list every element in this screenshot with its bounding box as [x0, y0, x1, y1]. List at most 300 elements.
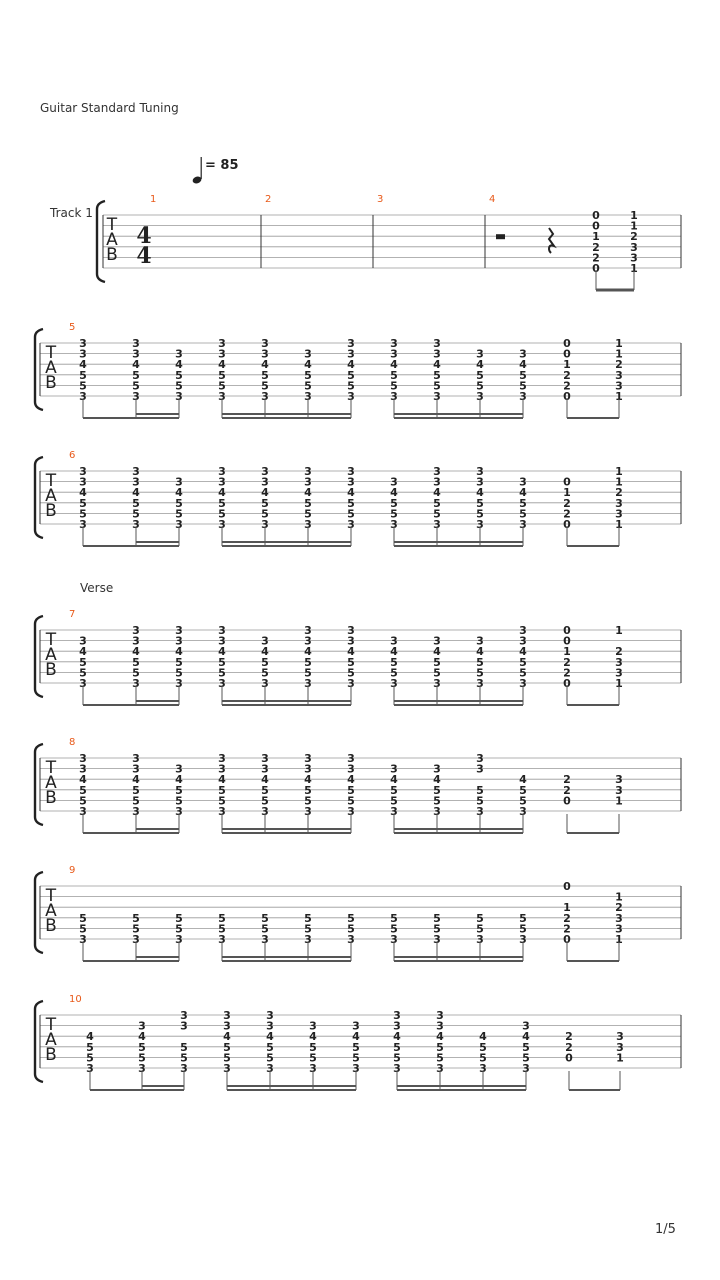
- fret-number: 5: [261, 922, 269, 936]
- fret-number: 4: [132, 358, 140, 372]
- measure-number: 1: [150, 194, 157, 205]
- fret-number: 5: [436, 1040, 444, 1054]
- fret-number: 3: [132, 805, 140, 818]
- fret-number: 3: [476, 634, 484, 648]
- fret-number: 3: [522, 1062, 530, 1075]
- fret-number: 0: [563, 880, 571, 893]
- fret-number: 3: [615, 368, 623, 382]
- fret-number: 5: [266, 1051, 274, 1065]
- fret-number: 1: [615, 933, 623, 946]
- fret-number: 3: [476, 518, 484, 531]
- fret-number: 3: [180, 1062, 188, 1075]
- fret-number: 3: [218, 752, 226, 765]
- fret-number: 3: [433, 347, 441, 361]
- fret-number: 5: [175, 507, 183, 521]
- fret-number: 5: [390, 368, 398, 382]
- tab-clef-letter: B: [45, 916, 57, 936]
- fret-number: 3: [261, 805, 269, 818]
- fret-number: 3: [347, 762, 355, 776]
- measure-number: 10: [69, 994, 82, 1005]
- fret-number: 5: [175, 922, 183, 936]
- fret-number: 3: [433, 475, 441, 489]
- measure-number: 3: [377, 194, 384, 205]
- fret-number: 4: [79, 486, 87, 500]
- fret-number: 3: [261, 677, 269, 690]
- fret-number: 5: [519, 911, 527, 925]
- fret-number: 5: [352, 1040, 360, 1054]
- fret-number: 5: [476, 379, 484, 393]
- fret-number: 4: [261, 486, 269, 500]
- fret-number: 2: [615, 486, 623, 500]
- fret-number: 5: [266, 1040, 274, 1054]
- fret-number: 5: [479, 1051, 487, 1065]
- fret-number: 5: [433, 496, 441, 510]
- tab-clef-letter: A: [45, 358, 57, 378]
- fret-number: 3: [615, 922, 623, 936]
- half-rest-icon: [496, 234, 505, 239]
- fret-number: 3: [304, 933, 312, 946]
- fret-number: 5: [132, 666, 140, 680]
- system-bracket: [97, 201, 105, 282]
- fret-number: 5: [347, 794, 355, 808]
- fret-number: 4: [223, 1030, 231, 1044]
- fret-number: 4: [476, 486, 484, 500]
- fret-number: 5: [347, 666, 355, 680]
- tab-clef-letter: T: [45, 758, 57, 778]
- fret-number: 5: [347, 507, 355, 521]
- fret-number: 5: [476, 507, 484, 521]
- fret-number: 1: [615, 518, 623, 531]
- fret-number: 3: [615, 507, 623, 521]
- tab-clef-letter: T: [45, 471, 57, 491]
- fret-number: 3: [180, 1009, 188, 1022]
- fret-number: 2: [630, 230, 638, 244]
- fret-number: 1: [563, 901, 571, 915]
- fret-number: 5: [261, 368, 269, 382]
- fret-number: 3: [132, 933, 140, 946]
- fret-number: 3: [347, 624, 355, 637]
- fret-number: 5: [138, 1051, 146, 1065]
- fret-number: 2: [565, 1030, 573, 1044]
- fret-number: 2: [563, 507, 571, 521]
- system-bracket: [35, 744, 43, 825]
- fret-number: 5: [132, 379, 140, 393]
- fret-number: 5: [132, 496, 140, 510]
- fret-number: 4: [476, 358, 484, 372]
- fret-number: 3: [390, 347, 398, 361]
- fret-number: 3: [615, 783, 623, 797]
- fret-number: 3: [261, 634, 269, 648]
- fret-number: 0: [563, 677, 571, 690]
- fret-number: 5: [218, 496, 226, 510]
- fret-number: 3: [138, 1062, 146, 1075]
- tab-clef-letter: B: [45, 501, 57, 521]
- tab-clef-letter: A: [45, 773, 57, 793]
- fret-number: 5: [393, 1051, 401, 1065]
- tab-clef-letter: A: [45, 901, 57, 921]
- tab-clef-letter: A: [45, 1030, 57, 1050]
- fret-number: 3: [79, 805, 87, 818]
- system-bracket: [35, 1001, 43, 1082]
- fret-number: 5: [390, 496, 398, 510]
- fret-number: 1: [615, 624, 623, 637]
- fret-number: 5: [223, 1040, 231, 1054]
- measure-number: 7: [69, 609, 76, 620]
- fret-number: 1: [615, 677, 623, 690]
- fret-number: 5: [79, 922, 87, 936]
- fret-number: 3: [175, 677, 183, 690]
- fret-number: 5: [393, 1040, 401, 1054]
- fret-number: 5: [390, 507, 398, 521]
- fret-number: 1: [615, 465, 623, 478]
- fret-number: 5: [519, 922, 527, 936]
- fret-number: 5: [261, 496, 269, 510]
- fret-number: 2: [563, 666, 571, 680]
- fret-number: 3: [519, 390, 527, 403]
- fret-number: 3: [347, 677, 355, 690]
- fret-number: 3: [615, 496, 623, 510]
- fret-number: 3: [79, 762, 87, 776]
- fret-number: 3: [436, 1062, 444, 1075]
- fret-number: 4: [433, 773, 441, 787]
- fret-number: 5: [304, 922, 312, 936]
- fret-number: 3: [218, 624, 226, 637]
- fret-number: 5: [304, 507, 312, 521]
- fret-number: 3: [175, 624, 183, 637]
- fret-number: 3: [479, 1062, 487, 1075]
- fret-number: 4: [519, 486, 527, 500]
- fret-number: 0: [565, 1051, 573, 1065]
- fret-number: 5: [390, 666, 398, 680]
- fret-number: 1: [563, 645, 571, 659]
- fret-number: 1: [630, 262, 638, 275]
- fret-number: 3: [476, 475, 484, 489]
- fret-number: 3: [390, 762, 398, 776]
- fret-number: 0: [563, 518, 571, 531]
- page-number: 1/5: [655, 1222, 676, 1237]
- fret-number: 5: [433, 783, 441, 797]
- fret-number: 3: [519, 677, 527, 690]
- fret-number: 5: [347, 368, 355, 382]
- fret-number: 5: [218, 368, 226, 382]
- fret-number: 3: [390, 933, 398, 946]
- fret-number: 3: [175, 390, 183, 403]
- fret-number: 1: [630, 209, 638, 222]
- fret-number: 3: [476, 677, 484, 690]
- fret-number: 3: [476, 390, 484, 403]
- fret-number: 4: [79, 773, 87, 787]
- fret-number: 5: [218, 666, 226, 680]
- fret-number: 3: [261, 933, 269, 946]
- fret-number: 4: [347, 773, 355, 787]
- fret-number: 3: [79, 933, 87, 946]
- fret-number: 1: [615, 390, 623, 403]
- fret-number: 0: [563, 337, 571, 350]
- measure-number: 6: [69, 450, 76, 461]
- fret-number: 5: [79, 794, 87, 808]
- fret-number: 5: [519, 666, 527, 680]
- fret-number: 3: [433, 805, 441, 818]
- fret-number: 3: [433, 677, 441, 690]
- fret-number: 4: [175, 486, 183, 500]
- fret-number: 3: [309, 1019, 317, 1033]
- tab-clef-letter: B: [106, 245, 118, 265]
- fret-number: 4: [304, 773, 312, 787]
- fret-number: 5: [309, 1051, 317, 1065]
- fret-number: 3: [615, 773, 623, 787]
- fret-number: 3: [630, 240, 638, 254]
- fret-number: 5: [79, 507, 87, 521]
- fret-number: 3: [132, 518, 140, 531]
- fret-number: 5: [352, 1051, 360, 1065]
- fret-number: 4: [132, 486, 140, 500]
- fret-number: 5: [476, 794, 484, 808]
- fret-number: 3: [218, 347, 226, 361]
- fret-number: 4: [390, 358, 398, 372]
- fret-number: 3: [304, 390, 312, 403]
- tab-clef-letter: T: [45, 886, 57, 906]
- tab-clef-letter: T: [45, 1015, 57, 1035]
- fret-number: 3: [261, 518, 269, 531]
- fret-number: 5: [519, 794, 527, 808]
- fret-number: 3: [390, 805, 398, 818]
- fret-number: 5: [433, 368, 441, 382]
- tab-clef-letter: B: [45, 373, 57, 393]
- fret-number: 3: [393, 1019, 401, 1033]
- fret-number: 4: [132, 645, 140, 659]
- fret-number: 3: [132, 465, 140, 478]
- fret-number: 3: [261, 390, 269, 403]
- fret-number: 5: [519, 507, 527, 521]
- tab-clef-letter: T: [45, 343, 57, 363]
- fret-number: 0: [592, 262, 600, 275]
- fret-number: 3: [304, 634, 312, 648]
- fret-number: 3: [390, 390, 398, 403]
- tuning-label: Guitar Standard Tuning: [40, 101, 179, 115]
- fret-number: 5: [132, 783, 140, 797]
- fret-number: 4: [218, 773, 226, 787]
- fret-number: 3: [433, 762, 441, 776]
- fret-number: 4: [522, 1030, 530, 1044]
- fret-number: 4: [436, 1030, 444, 1044]
- fret-number: 5: [522, 1040, 530, 1054]
- fret-number: 3: [433, 390, 441, 403]
- fret-number: 2: [592, 240, 600, 254]
- tab-clef-letter: B: [45, 1045, 57, 1065]
- fret-number: 3: [304, 465, 312, 478]
- fret-number: 3: [218, 465, 226, 478]
- fret-number: 3: [79, 752, 87, 765]
- fret-number: 4: [347, 358, 355, 372]
- fret-number: 1: [615, 475, 623, 489]
- fret-number: 5: [347, 379, 355, 393]
- fret-number: 3: [261, 337, 269, 350]
- fret-number: 5: [261, 507, 269, 521]
- fret-number: 3: [476, 347, 484, 361]
- fret-number: 4: [138, 1030, 146, 1044]
- fret-number: 3: [615, 911, 623, 925]
- fret-number: 5: [390, 794, 398, 808]
- fret-number: 5: [304, 911, 312, 925]
- fret-number: 5: [180, 1040, 188, 1054]
- fret-number: 3: [476, 762, 484, 776]
- fret-number: 3: [519, 634, 527, 648]
- fret-number: 3: [132, 475, 140, 489]
- fret-number: 4: [390, 773, 398, 787]
- fret-number: 5: [433, 655, 441, 669]
- fret-number: 3: [175, 762, 183, 776]
- fret-number: 4: [304, 486, 312, 500]
- fret-number: 4: [519, 645, 527, 659]
- fret-number: 5: [175, 911, 183, 925]
- fret-number: 4: [175, 358, 183, 372]
- fret-number: 3: [476, 933, 484, 946]
- fret-number: 3: [393, 1062, 401, 1075]
- fret-number: 3: [132, 347, 140, 361]
- fret-number: 3: [304, 752, 312, 765]
- measure-number: 5: [69, 322, 76, 333]
- fret-number: 3: [347, 475, 355, 489]
- fret-number: 5: [218, 379, 226, 393]
- fret-number: 3: [390, 337, 398, 350]
- fret-number: 4: [218, 645, 226, 659]
- fret-number: 5: [476, 496, 484, 510]
- fret-number: 5: [476, 783, 484, 797]
- fret-number: 4: [433, 486, 441, 500]
- fret-number: 2: [563, 368, 571, 382]
- fret-number: 3: [347, 390, 355, 403]
- fret-number: 5: [519, 655, 527, 669]
- fret-number: 3: [352, 1062, 360, 1075]
- fret-number: 3: [615, 379, 623, 393]
- fret-number: 1: [563, 358, 571, 372]
- tab-clef-letter: T: [45, 630, 57, 650]
- fret-number: 1: [615, 794, 623, 808]
- fret-number: 5: [223, 1051, 231, 1065]
- fret-number: 5: [79, 911, 87, 925]
- fret-number: 3: [86, 1062, 94, 1075]
- fret-number: 2: [563, 379, 571, 393]
- fret-number: 5: [86, 1040, 94, 1054]
- fret-number: 3: [615, 655, 623, 669]
- tab-clef-letter: B: [45, 788, 57, 808]
- fret-number: 3: [218, 337, 226, 350]
- fret-number: 4: [261, 645, 269, 659]
- fret-number: 3: [393, 1009, 401, 1022]
- fret-number: 0: [563, 794, 571, 808]
- fret-number: 3: [218, 518, 226, 531]
- fret-number: 3: [175, 518, 183, 531]
- fret-number: 5: [79, 496, 87, 510]
- fret-number: 3: [218, 390, 226, 403]
- fret-number: 0: [563, 634, 571, 648]
- fret-number: 4: [390, 486, 398, 500]
- fret-number: 3: [519, 475, 527, 489]
- fret-number: 3: [522, 1019, 530, 1033]
- tempo-value: = 85: [205, 158, 239, 173]
- fret-number: 1: [615, 337, 623, 350]
- fret-number: 3: [218, 933, 226, 946]
- time-signature-bottom: 4: [136, 243, 152, 269]
- fret-number: 3: [175, 475, 183, 489]
- fret-number: 5: [175, 368, 183, 382]
- fret-number: 3: [304, 475, 312, 489]
- fret-number: 3: [347, 337, 355, 350]
- fret-number: 3: [132, 634, 140, 648]
- fret-number: 3: [347, 634, 355, 648]
- fret-number: 5: [79, 379, 87, 393]
- fret-number: 5: [304, 655, 312, 669]
- fret-number: 5: [218, 507, 226, 521]
- fret-number: 2: [615, 901, 623, 915]
- fret-number: 4: [218, 486, 226, 500]
- fret-number: 3: [347, 518, 355, 531]
- fret-number: 5: [433, 922, 441, 936]
- fret-number: 3: [218, 805, 226, 818]
- fret-number: 5: [304, 368, 312, 382]
- fret-number: 3: [261, 465, 269, 478]
- fret-number: 3: [433, 634, 441, 648]
- fret-number: 5: [180, 1051, 188, 1065]
- fret-number: 5: [390, 783, 398, 797]
- fret-number: 4: [86, 1030, 94, 1044]
- fret-number: 3: [476, 805, 484, 818]
- fret-number: 3: [304, 624, 312, 637]
- fret-number: 3: [616, 1030, 624, 1044]
- fret-number: 3: [218, 475, 226, 489]
- fret-number: 0: [563, 347, 571, 361]
- fret-number: 3: [218, 634, 226, 648]
- time-signature-top: 4: [136, 223, 152, 249]
- fret-number: 0: [592, 219, 600, 233]
- measure-number: 2: [265, 194, 272, 205]
- fret-number: 3: [132, 624, 140, 637]
- fret-number: 3: [304, 677, 312, 690]
- fret-number: 4: [519, 358, 527, 372]
- track-label: Track 1: [50, 206, 93, 220]
- fret-number: 4: [393, 1030, 401, 1044]
- fret-number: 5: [132, 922, 140, 936]
- fret-number: 5: [390, 911, 398, 925]
- fret-number: 2: [563, 783, 571, 797]
- fret-number: 2: [592, 251, 600, 265]
- fret-number: 5: [218, 911, 226, 925]
- fret-number: 3: [266, 1062, 274, 1075]
- fret-number: 3: [347, 933, 355, 946]
- fret-number: 3: [519, 933, 527, 946]
- system-bracket: [35, 616, 43, 697]
- fret-number: 3: [304, 347, 312, 361]
- fret-number: 5: [347, 783, 355, 797]
- fret-number: 3: [223, 1019, 231, 1033]
- fret-number: 5: [132, 911, 140, 925]
- fret-number: 3: [175, 805, 183, 818]
- fret-number: 4: [261, 358, 269, 372]
- fret-number: 5: [519, 496, 527, 510]
- fret-number: 5: [218, 783, 226, 797]
- fret-number: 5: [175, 794, 183, 808]
- fret-number: 5: [304, 496, 312, 510]
- fret-number: 3: [132, 752, 140, 765]
- fret-number: 5: [218, 922, 226, 936]
- fret-number: 4: [175, 773, 183, 787]
- tab-clef-letter: T: [106, 215, 118, 235]
- fret-number: 3: [615, 666, 623, 680]
- fret-number: 5: [261, 655, 269, 669]
- fret-number: 5: [175, 655, 183, 669]
- fret-number: 3: [132, 337, 140, 350]
- fret-number: 1: [615, 347, 623, 361]
